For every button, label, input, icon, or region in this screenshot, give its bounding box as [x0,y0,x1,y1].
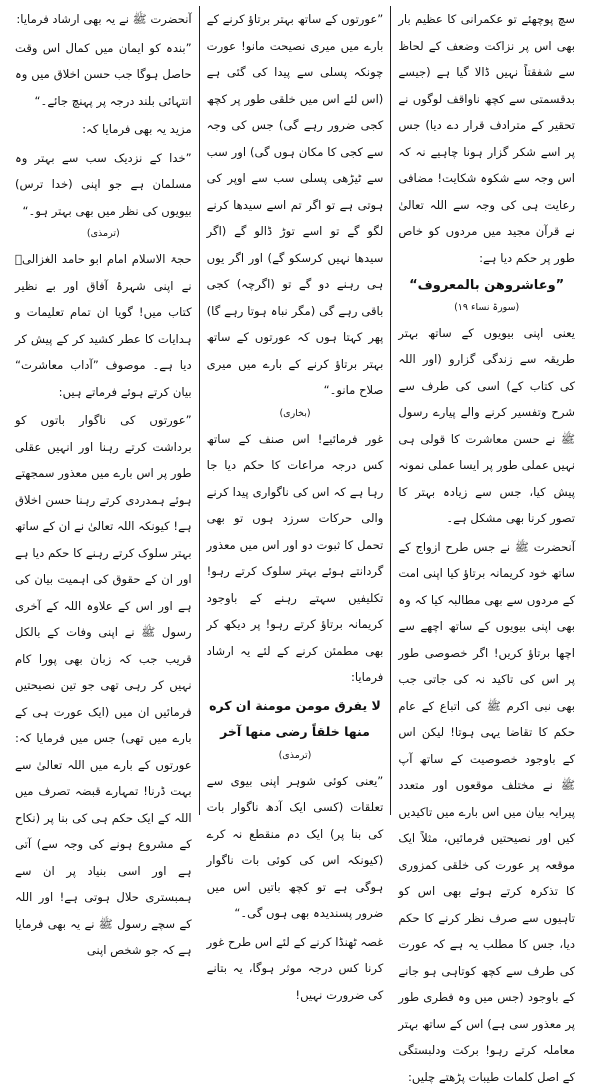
paragraph: حجۃ الاسلام امام ابو حامد الغزالیؒ نے اپنی شہرۂ آفاق اور بے نظیر کتاب میں! گویا ان تمام تعلیمات و ہدایات کا عطر کشید کر کے پیش کر دیا ہے۔ موصوف ”آداب معاشرت“ بیان کرتے ہوئے فرماتے ہیں: [15,246,192,405]
paragraph: مزید یہ بھی فرمایا کہ: [15,116,192,143]
reference-citation: (سورۃ نساء ۱۹) [398,300,575,316]
quotation: ”یعنی کوئی شوہر اپنی بیوی سے تعلقات (کسی ایک آدھ ناگوار بات کی بنا پر) ایک دم منقطع نہ کرے (کیونکہ اس کی کوئی بات ناگوار ہوگی ہے تو کچھ باتیں اس میں ضرور پسندیدہ بھی ہوں گی۔“ [207,768,384,927]
reference-citation: (بخاری) [207,406,384,422]
quotation: ”خدا کے نزدیک سب سے بہتر وہ مسلمان ہے جو اپنی (خدا ترس) بیویوں کی نظر میں بھی بہتر ہو۔“ [15,145,192,225]
reference-citation: (ترمذی) [207,748,384,764]
paragraph: غور فرمائیے! اس صنف کے ساتھ کس درجہ مراعات کا حکم دیا جا رہا ہے کہ اس کی ناگواری پیدا کرنے والی حرکات سرزد ہوں تو بھی تحمل کا ثبوت دو اور اس میں معذور گردانتے ہوئے بہتر سلوک کرتے رہو! تکلیفیں سہتے رہنے کے باوجود کریمانہ برتاؤ کرتے رہو! پر دیکھ کر بھی مطمئن کرنے کے لئے یہ ارشاد فرمایا: [207,426,384,691]
quotation: ”بندہ کو ایمان میں کمال اس وقت حاصل ہوگا جب حسن اخلاق میں وہ انتہائی بلند درجہ پر پہنچ جائے۔“ [15,35,192,115]
column-right [391,6,582,815]
reference-citation: (ترمذی) [15,226,192,242]
paragraph: آنحضرت ﷺ نے جس طرح ازواج کے ساتھ خود کریمانہ برتاؤ کیا اپنی امت کے مردوں سے بھی مطالبہ کیا کہ وہ بھی اپنی بیویوں کے ساتھ اچھے سے اچھا برتاؤ کریں! اگر خصوصی طور پر اس کی تاکید نہ کی جاتی جب بھی نبی اکرم ﷺ کی اتباع کے عام حکم کا تقاضا یہی ہوتا! لیکن اس کے باوجود خصوصیت کے ساتھ آپ ﷺ نے مختلف موقعوں اور متعدد پیرایہ بیان میں اس بارے میں تاکیدیں کیں اور نصیحتیں فرمائیں، مثلاً ایک موقعہ پر عورت کی خلقی کمزوری کا تذکرہ کرتے ہوئے بھی اس کو تاہیوں سے صرف نظر کرنے کا حکم دیا، جس کا مطلب یہ ہے کہ عورت کی طرف سے کچھ کوتاہی ہو جانے کے باوجود (جس میں وہ فطری طور پر معذور سی ہے) اس کے ساتھ بہتر معاملہ کرتے رہو! برکت ودلبستگی کے اصل کلمات طیبات پڑھتے چلیں: [398,534,575,1090]
column-middle [200,6,392,815]
paragraph: یعنی اپنی بیویوں کے ساتھ بہتر طریقہ سے زندگی گزارو (اور اللہ کی کتاب کے) اسی کی طرف سے شرح وتفسیر کرنے والے پیارے رسول ﷺ نے حسن معاشرت کا قولی ہی نہیں عملی طور پر ایسا عملی نمونہ پیش کیا، جس سے زیادہ بہتر کا تصور کرنا بھی مشکل ہے۔ [398,320,575,532]
paragraph: آنحضرت ﷺ نے یہ بھی ارشاد فرمایا: [15,6,192,33]
quotation: ”عورتوں کے ساتھ بہتر برتاؤ کرنے کے بارے میں میری نصیحت مانو! عورت چونکہ پسلی سے پیدا کی گئی ہے (اس لئے اس میں خلقی طور پر کچھ کجی ضرور رہے گی) جس کی وجہ سے کجی کا مکان ہوں گی) اور سب سے ٹیڑھی پسلی سب سے اوپر کی ہوتی ہے تو اگر تم اسے سیدھا کرنے لگو گے تو اسے توڑ ڈالو گے (اگر سیدھا نہیں کرسکو گے) اور اگر یوں ہی رہنے دو گے تو (اگرچہ) کجی باقی رہے گی (مگر نباہ ہوتا رہے گا) پھر کہتا ہوں کہ عورتوں کے ساتھ بہتر برتاؤ کرنے کے بارے میں میری صلاح مانو۔“ [207,6,384,404]
paragraph: غصہ ٹھنڈا کرنے کے لئے اس طرح غور کرنا کس درجہ موثر ہوگا، یہ بتانے کی ضرورت نہیں! [207,929,384,1009]
paragraph: سچ پوچھئے تو عکمرانی کا عظیم بار بھی اس پر نزاکت وضعف کے لحاظ سے شفقتاً نہیں ڈالا گیا ہے (جیسے بدقسمتی سے کچھ ناواقف لوگوں نے تحقیر کے مترادف قرار دے دیا) جس پر اسے شکر گزار ہونا چاہیے نہ کہ اس وجہ سے شکوہ شکایت! مضافی رعایت ہی کی وجہ سے اللہ تعالیٰ نے قرآن مجید میں مردوں کو خاص طور پر حکم دیا ہے: [398,6,575,271]
arabic-text: لا يفرق مومن مومنة ان كره منها خلقاً رضى منها آخر [207,693,384,746]
quotation: ”عورتوں کی ناگوار باتوں کو برداشت کرتے رہنا اور انہیں عقلی طور پر اس بارے میں معذور سمجھتے ہوئے ہمدردی کرتے رہنا حسن اخلاق ہے! کیونکہ اللہ تعالیٰ نے ان کے ساتھ بہتر سلوک کرتے رہنے کا حکم دیا ہے اور ان کے حقوق کی اہمیت بیان کی ہے اور اس کے علاوہ اللہ کے آخری رسول ﷺ نے اپنی وفات کے بالکل قریب جب کہ زبان بھی پورا کام نہیں کر رہی تھی جو تین نصیحتیں فرمائیں ان میں (ایک عورت ہی کے بارے میں تھی) جس میں فرمایا کہ: عورتوں کے بارے میں اللہ تعالیٰ سے بہت ڈرنا! تمہارے قبضہ تصرف میں اللہ کے ایک حکم ہی کی بنا پر (نکاح کے مشروع ہونے کی وجہ سے) آتی ہے اور اسی بنیاد پر ان سے ہمبستری حلال ہوتی ہے! اور اللہ کے سچے رسول ﷺ نے یہ بھی فرمایا ہے کہ جو شخص اپنی [15,407,192,964]
column-left [8,6,200,815]
quran-verse: ”وعاشروهن بالمعروف“ [398,273,575,300]
